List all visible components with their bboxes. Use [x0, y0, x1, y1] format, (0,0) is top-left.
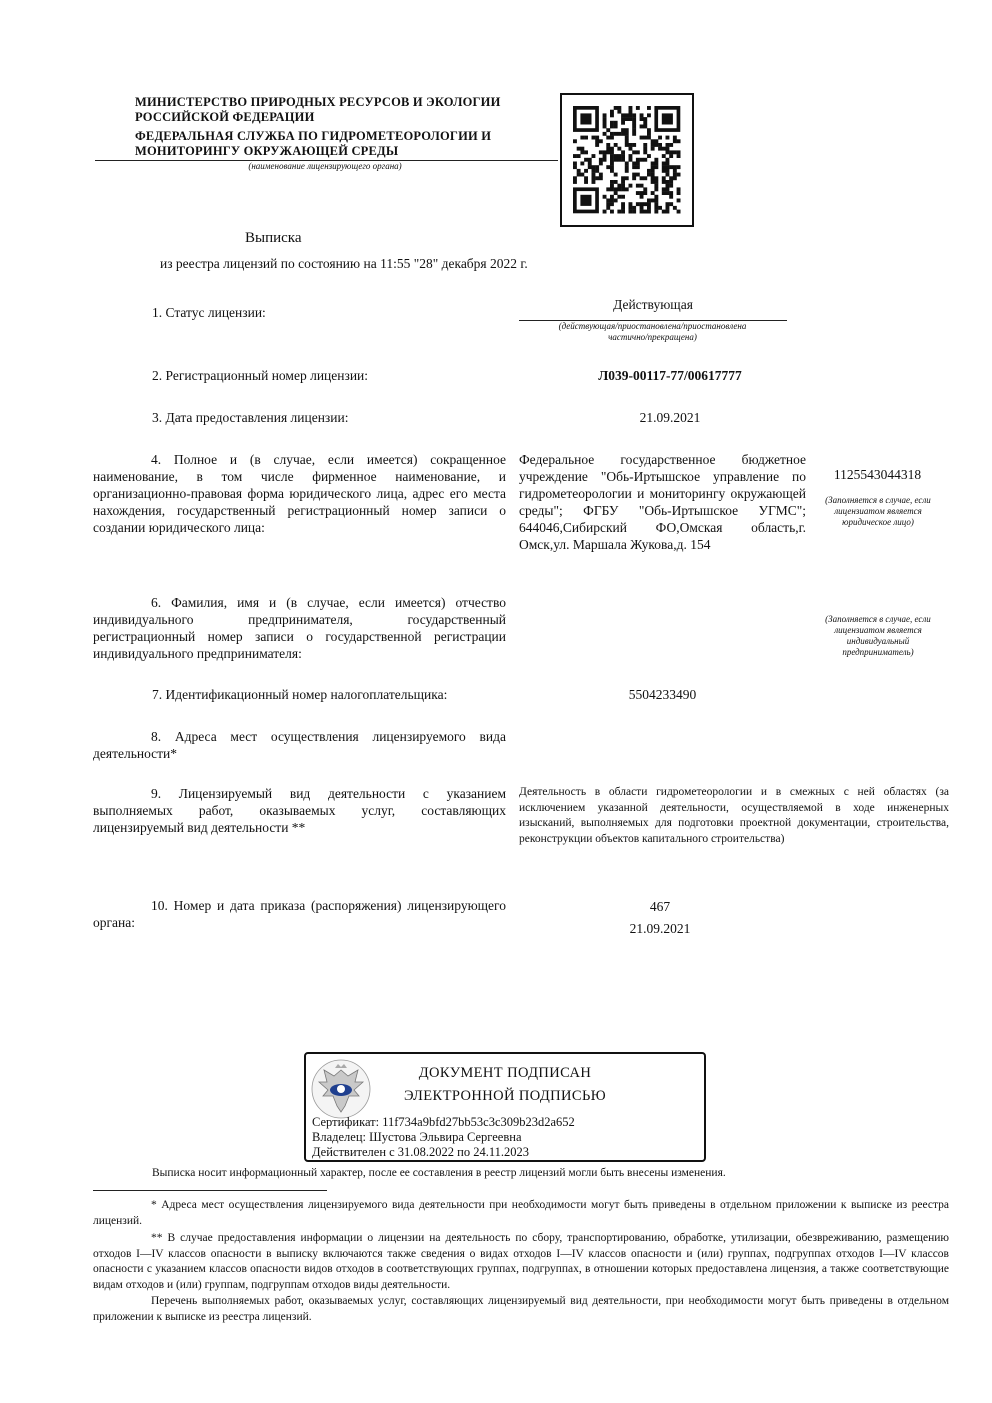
order-date: 21.09.2021 [629, 921, 691, 936]
footnote-separator [93, 1190, 327, 1191]
page-title: Выписка [245, 230, 302, 246]
issue-date-label: 3. Дата предоставления лицензии: [152, 410, 349, 425]
inn-label: 7. Идентификационный номер налогоплательщика: [152, 687, 448, 702]
validity-text: Действителен с 31.08.2022 по 24.11.2023 [312, 1145, 530, 1159]
status-value: Действующая [613, 297, 693, 312]
service-line-2: МОНИТОРИНГУ ОКРУЖАЮЩЕЙ СРЕДЫ [135, 144, 399, 158]
legal-entity-value: Федеральное государственное бюджетное учреждение "Обь-Иртышское управление по гидрометеорологии и мониторингу окружающей среды"; ФГБУ "Обь-Иртышское УГМС"; 644046,Сибирский ФО,Омская область,г. Омск,ул. Маршала Жукова,д. 154 [519, 452, 806, 552]
page-subtitle: из реестра лицензий по состоянию на 11:55 "28" декабря 2022 г. [160, 256, 528, 271]
certificate-text: Сертификат: 11f734a9bfd27bb53c3c309b23d2a652 [312, 1115, 575, 1129]
service-name [135, 129, 491, 159]
signature-details [312, 1115, 575, 1160]
ministry-line-2: РОССИЙСКОЙ ФЕДЕРАЦИИ [135, 110, 315, 124]
footnote-1: * Адреса мест осуществления лицензируемого вида деятельности при необходимости могут быть приведены в отдельном приложении к выписке из реестра лицензий. [93, 1199, 949, 1227]
issue-date-value: 21.09.2021 [639, 410, 701, 425]
service-line-1: ФЕДЕРАЛЬНАЯ СЛУЖБА ПО ГИДРОМЕТЕОРОЛОГИИ И [135, 129, 492, 143]
activity-value: Деятельность в области гидрометеорологии и в смежных с ней областях (за исключением указанной деятельности, осуществляемой в ходе инженерных изысканий, выполняемых для подготовки проектной документации, строительства, реконструкции объектов капитального строительства) [519, 786, 949, 845]
info-notice: Выписка носит информационный характер, после ее составления в реестр лицензий могли быть внесены изменения. [152, 1167, 726, 1179]
owner-text: Владелец: Шустова Эльвира Сергеевна [312, 1130, 522, 1144]
ministry-line-1: МИНИСТЕРСТВО ПРИРОДНЫХ РЕСУРСОВ И ЭКОЛОГИИ [135, 95, 501, 109]
individual-hint: (Заполняется в случае, если лицензиатом является индивидуальный предприниматель) [825, 614, 931, 657]
reg-number-label: 2. Регистрационный номер лицензии: [152, 368, 369, 383]
status-hint: (действующая/приостановлена/приостановлена частично/прекращена) [558, 321, 747, 342]
status-label: 1. Статус лицензии: [152, 305, 266, 320]
reg-number-value: Л039-00117-77/00617777 [598, 368, 742, 383]
header-caption: (наименование лицензирующего органа) [248, 161, 402, 171]
addresses-label: 8. Адреса мест осуществления лицензируемого вида деятельности* [93, 729, 506, 761]
legal-entity-hint: (Заполняется в случае, если лицензиатом является юридическое лицо) [825, 495, 931, 527]
footnote-2: ** В случае предоставления информации о лицензии на деятельность по сбору, транспортированию, обработке, утилизации, обезвреживанию, размещению отходов I—IV классов опасности в выписку включаются также сведения о видах отходов I—IV классов опасности и (или) группах, подгруппах отходов I—IV классов опасности с указанием классов опасности видов отходов в соответствующих группах, подгруппах, в отношении которых предоставлена лицензия, а также соответствующие видам отходов и (или) группам, подгруппам отходов виды деятельности. [93, 1232, 949, 1291]
footnote-3: Перечень выполняемых работ, оказываемых услуг, составляющих лицензируемый вид деятельности, при необходимости могут быть приведены в отдельном приложении к выписке из реестра лицензий. [93, 1295, 949, 1323]
individual-label: 6. Фамилия, имя и (в случае, если имеется) отчество индивидуального предпринимателя, государственный регистрационный номер записи о государственной регистрации индивидуального предпринимателя: [93, 595, 506, 661]
ministry-name [135, 95, 501, 125]
signature-line-2: ЭЛЕКТРОННОЙ ПОДПИСЬЮ [403, 1088, 607, 1104]
qr-code-icon [560, 93, 694, 227]
legal-entity-label: 4. Полное и (в случае, если имеется) сокращенное наименование, в том числе фирменное наименование, и организационно-правовая форма юридического лица, адрес его места нахождения, государственный регистрационный номер записи о создании юридического лица: [93, 452, 506, 535]
order-label: 10. Номер и дата приказа (распоряжения) лицензирующего органа: [93, 898, 506, 930]
inn-value: 5504233490 [628, 687, 697, 702]
signature-line-1: ДОКУМЕНТ ПОДПИСАН [418, 1065, 592, 1081]
signature-stamp [304, 1052, 706, 1162]
order-number: 467 [649, 899, 671, 914]
activity-label: 9. Лицензируемый вид деятельности с указанием выполняемых работ, оказываемых услуг, составляющих лицензируемый вид деятельности ** [93, 786, 506, 835]
ogrn-value: 1125543044318 [833, 467, 922, 482]
